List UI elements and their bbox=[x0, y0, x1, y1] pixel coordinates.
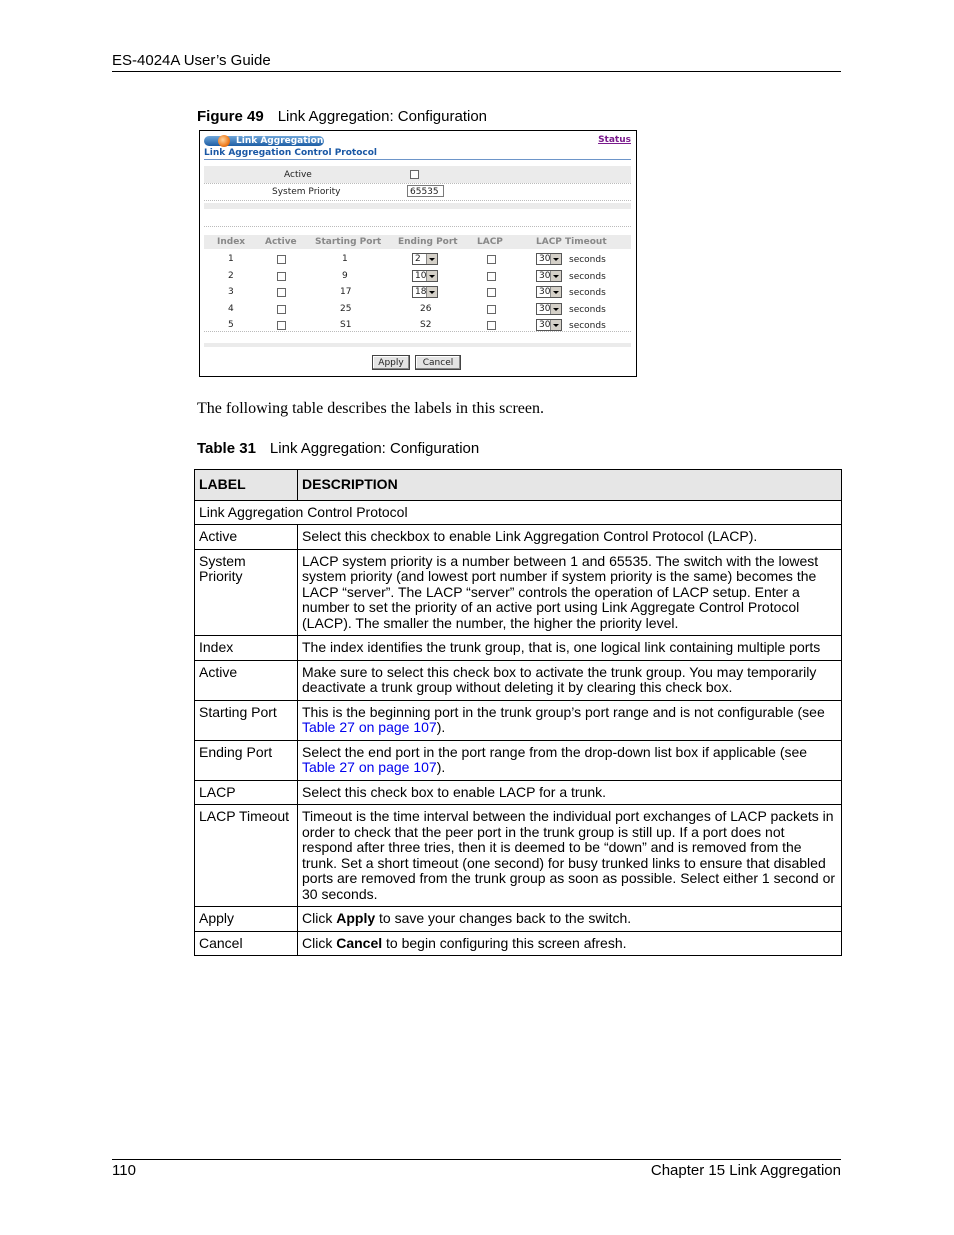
row-starting-port: 17 bbox=[340, 287, 352, 297]
desc-text: LACP system priority is a number between 1 and 65535. The switch with the lowest system priority (and lowest port number if system priority is the same) becomes the LACP “server”. The LACP “server” controls the operation of LACP setup. Enter a number to set the priority of an active port using Link Aggregate Control Protocol (LACP). The smaller the number, the higher the priority level. bbox=[302, 552, 819, 631]
select-value: 30 bbox=[539, 270, 551, 281]
row-description bbox=[298, 700, 842, 740]
desc-text: Click bbox=[302, 910, 337, 926]
table-row bbox=[195, 700, 842, 740]
status-link[interactable]: Status bbox=[598, 135, 631, 145]
system-priority-input[interactable]: 65535 bbox=[407, 185, 444, 197]
row-label: Active bbox=[195, 525, 298, 550]
system-priority-label: System Priority bbox=[272, 187, 341, 197]
chevron-down-icon bbox=[426, 271, 437, 281]
figure-screenshot bbox=[199, 130, 637, 377]
desc-text: ). bbox=[436, 759, 446, 775]
row-divider bbox=[204, 331, 631, 332]
header-rule bbox=[112, 71, 841, 72]
col-lacp-timeout: LACP Timeout bbox=[536, 237, 607, 247]
tab-label: Link Aggregation bbox=[236, 136, 324, 146]
row-ending-port-select[interactable] bbox=[412, 270, 438, 282]
row-label: LACP Timeout bbox=[195, 805, 298, 907]
row-label: System Priority bbox=[195, 549, 298, 636]
chapter-title: Chapter 15 Link Aggregation bbox=[650, 1162, 841, 1179]
select-value: 30 bbox=[539, 254, 551, 264]
table-row bbox=[195, 805, 842, 907]
section-title: Link Aggregation Control Protocol bbox=[204, 148, 378, 158]
select-value: 2 bbox=[415, 254, 421, 264]
row-description bbox=[298, 805, 842, 907]
row-timeout-select[interactable] bbox=[536, 270, 562, 282]
desc-text: Select the end port in the port range from the drop-down list box if applicable (see bbox=[302, 743, 808, 760]
row-timeout-unit: seconds bbox=[569, 271, 606, 282]
select-value: 18 bbox=[415, 287, 427, 297]
desc-text: Select this checkbox to enable Link Aggregation Control Protocol (LACP). bbox=[302, 528, 758, 544]
section-rule bbox=[204, 159, 631, 160]
desc-text: Select this check box to enable LACP for a trunk. bbox=[302, 783, 607, 800]
row-description bbox=[298, 931, 842, 956]
table-row bbox=[195, 780, 842, 805]
select-value: 30 bbox=[539, 303, 551, 314]
desc-text: ). bbox=[436, 719, 446, 735]
row-starting-port: 9 bbox=[342, 270, 348, 281]
col-lacp: LACP bbox=[477, 237, 503, 247]
row-timeout-select[interactable] bbox=[536, 303, 562, 315]
row-description bbox=[298, 636, 842, 661]
col-active: Active bbox=[265, 237, 297, 247]
row-lacp-checkbox[interactable] bbox=[487, 305, 496, 314]
guide-title: ES-4024A User’s Guide bbox=[112, 52, 271, 69]
chevron-down-icon bbox=[550, 271, 561, 281]
table-label: Table 31 bbox=[197, 440, 256, 457]
row-label: Apply bbox=[195, 907, 298, 932]
row-timeout-select[interactable] bbox=[536, 286, 562, 298]
row-divider bbox=[204, 226, 631, 227]
row-timeout-unit: seconds bbox=[569, 304, 606, 315]
row-active-checkbox[interactable] bbox=[277, 305, 286, 314]
table-row bbox=[195, 740, 842, 780]
row-timeout-unit: seconds bbox=[569, 255, 606, 265]
row-label: LACP bbox=[195, 780, 298, 805]
button-band bbox=[204, 343, 631, 347]
row-label: Ending Port bbox=[195, 740, 298, 780]
tab-link-aggregation[interactable] bbox=[204, 136, 404, 147]
table-body bbox=[195, 500, 842, 956]
row-active-checkbox[interactable] bbox=[277, 255, 286, 264]
row-starting-port: 25 bbox=[340, 303, 352, 314]
desc-text: Timeout is the time interval between the individual port exchanges of LACP packets in order to check that the peer port in the trunk group is still up. If a port does not respond after three tries, then it is deemed to be “down” and is removed from the trunk. Set a short timeout (one second) for busy trunked links to ensure that disabled ports are removed from the trunk group as soon as possible. Select either 1 second or 30 seconds. bbox=[302, 808, 836, 902]
table-reference-link[interactable]: Table 27 on page 107 bbox=[302, 759, 437, 775]
row-timeout-unit: seconds bbox=[569, 321, 606, 331]
row-active-checkbox[interactable] bbox=[277, 321, 286, 330]
row-label: Index bbox=[195, 636, 298, 661]
row-description bbox=[298, 740, 842, 780]
row-active-checkbox[interactable] bbox=[277, 288, 286, 297]
table-row bbox=[195, 907, 842, 932]
table-reference-link[interactable]: Table 27 on page 107 bbox=[302, 719, 437, 735]
footer-rule bbox=[112, 1159, 841, 1160]
row-lacp-checkbox[interactable] bbox=[487, 255, 496, 264]
spacer-band bbox=[204, 203, 631, 209]
figure-caption bbox=[197, 108, 487, 125]
col-starting-port: Starting Port bbox=[315, 237, 382, 247]
row-starting-port: S1 bbox=[340, 320, 352, 330]
chevron-down-icon bbox=[550, 287, 561, 297]
chevron-down-icon bbox=[426, 254, 437, 264]
apply-button[interactable]: Apply bbox=[372, 355, 410, 370]
table-row bbox=[195, 660, 842, 700]
row-description bbox=[298, 907, 842, 932]
chevron-down-icon bbox=[550, 320, 561, 330]
lacp-active-checkbox[interactable] bbox=[410, 170, 419, 179]
table-section-row bbox=[195, 500, 842, 525]
row-divider bbox=[204, 183, 631, 184]
desc-text: Make sure to select this check box to activate the trunk group. You may temporarily deactivate a trunk group without deleting it by clearing this check box. bbox=[302, 663, 817, 695]
row-ending-port-select[interactable] bbox=[412, 253, 438, 265]
row-timeout-select[interactable] bbox=[536, 319, 562, 331]
col-ending-port: Ending Port bbox=[398, 237, 458, 247]
desc-text: to save your changes back to the switch. bbox=[375, 910, 632, 926]
section-cell: Link Aggregation Control Protocol bbox=[195, 500, 842, 525]
header-description: DESCRIPTION bbox=[298, 470, 842, 501]
row-index: 3 bbox=[228, 287, 234, 297]
table-header-row bbox=[195, 470, 842, 501]
description-table bbox=[194, 469, 842, 956]
intro-paragraph: The following table describes the labels in this screen. bbox=[197, 400, 545, 417]
row-timeout-select[interactable] bbox=[536, 253, 562, 265]
table-row bbox=[195, 636, 842, 661]
row-index: 4 bbox=[228, 303, 234, 314]
desc-text: This is the beginning port in the trunk group’s port range and is not configurable (see bbox=[302, 703, 825, 720]
page-number: 110 bbox=[112, 1162, 136, 1179]
row-label: Cancel bbox=[195, 931, 298, 956]
desc-bold: Apply bbox=[336, 910, 376, 926]
header-label: LABEL bbox=[195, 470, 298, 501]
select-value: 30 bbox=[539, 287, 551, 297]
row-divider bbox=[204, 200, 631, 201]
row-timeout-unit: seconds bbox=[569, 288, 606, 298]
row-starting-port: 1 bbox=[342, 254, 348, 264]
row-description bbox=[298, 780, 842, 805]
select-value: 30 bbox=[539, 320, 551, 330]
table-title: Link Aggregation: Configuration bbox=[269, 440, 480, 457]
row-description bbox=[298, 660, 842, 700]
row-label: Starting Port bbox=[195, 700, 298, 740]
col-index: Index bbox=[217, 237, 246, 247]
row-ending-port: S2 bbox=[420, 320, 432, 330]
row-ending-port-select[interactable] bbox=[412, 286, 438, 298]
chevron-down-icon bbox=[426, 287, 437, 297]
table-caption bbox=[197, 440, 479, 457]
figure-title: Link Aggregation: Configuration bbox=[277, 108, 487, 125]
row-label: Active bbox=[195, 660, 298, 700]
chevron-down-icon bbox=[550, 304, 561, 314]
desc-text: Click bbox=[302, 934, 337, 951]
table-row bbox=[195, 549, 842, 636]
tab-orb-icon bbox=[218, 135, 230, 147]
desc-bold: Cancel bbox=[336, 934, 383, 951]
row-index: 2 bbox=[228, 270, 234, 281]
row-description bbox=[298, 549, 842, 636]
row-ending-port: 26 bbox=[420, 303, 432, 314]
row-lacp-checkbox[interactable] bbox=[487, 288, 496, 297]
table-row bbox=[195, 931, 842, 956]
cancel-button[interactable]: Cancel bbox=[415, 355, 461, 370]
row-description bbox=[298, 525, 842, 550]
row-active-checkbox[interactable] bbox=[277, 272, 286, 281]
table-row bbox=[195, 525, 842, 550]
row-lacp-checkbox[interactable] bbox=[487, 321, 496, 330]
chevron-down-icon bbox=[550, 254, 561, 264]
desc-text: to begin configuring this screen afresh. bbox=[382, 934, 627, 951]
figure-label: Figure 49 bbox=[197, 108, 264, 125]
desc-text: The index identifies the trunk group, that is, one logical link containing multiple ports bbox=[302, 639, 821, 655]
row-index: 5 bbox=[228, 320, 234, 330]
active-label: Active bbox=[284, 170, 312, 180]
row-index: 1 bbox=[228, 254, 234, 264]
row-lacp-checkbox[interactable] bbox=[487, 272, 496, 281]
select-value: 10 bbox=[415, 270, 427, 281]
